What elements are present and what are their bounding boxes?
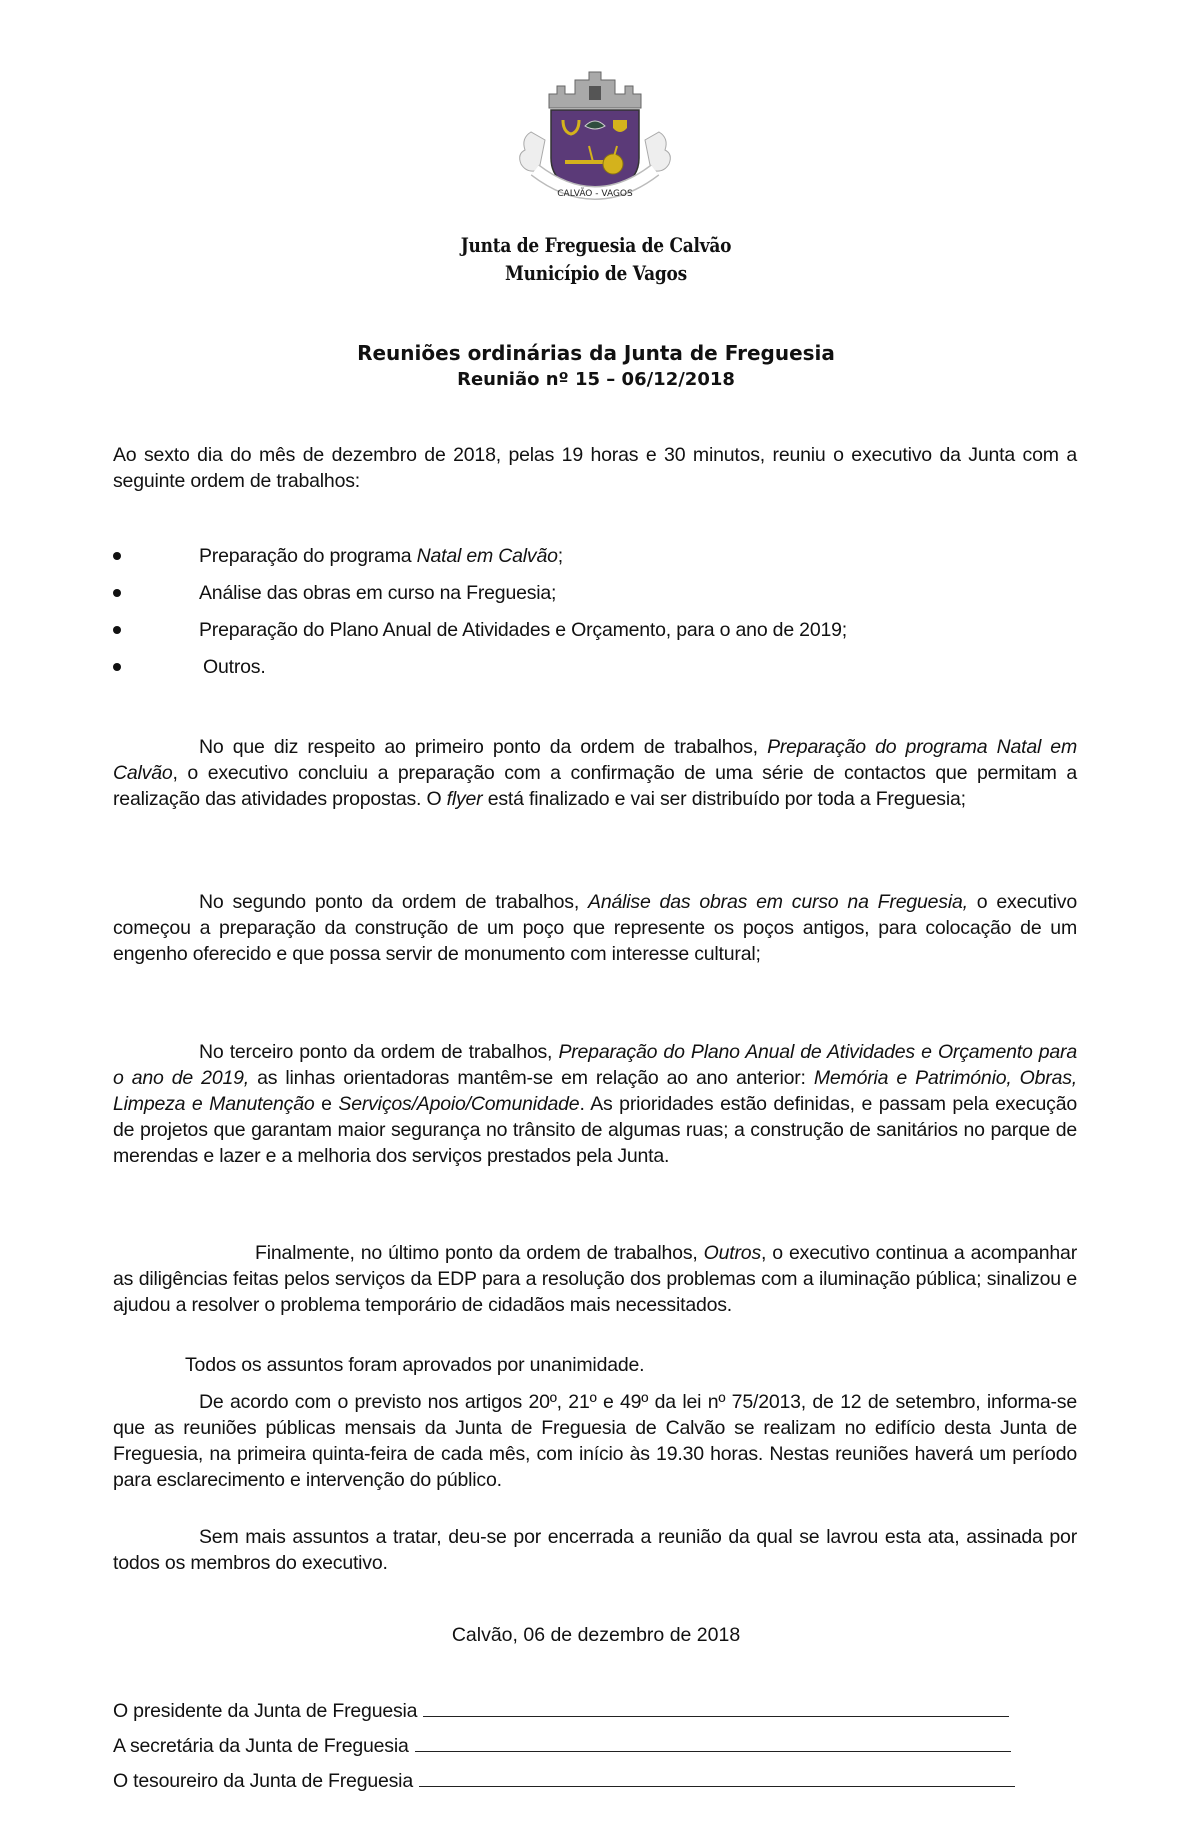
signature-role: O presidente da Junta de Freguesia xyxy=(113,1700,418,1722)
crest-motto: CALVÃO - VAGOS xyxy=(557,189,633,199)
paragraph-third-point: No terceiro ponto da ordem de trabalhos, Preparação do Plano Anual de Atividades e Orçamento para o ano de 2019, as linhas orientadoras mantêm-se em relação ao ano anterior: Memória e Património, Obras, Limpeza e Manutenção e Serviços/Apoio/Comunidade. As prioridades estão definidas, e passam pela execução de projetos que garantam maior segurança no trânsito de algumas ruas; a construção de sanitários no parque de merendas e lazer e a melhoria dos serviços prestados pela Junta. xyxy=(113,1041,1077,1167)
signature-line xyxy=(415,1733,1011,1752)
meeting-number-date: Reunião nº 15 – 06/12/2018 xyxy=(457,369,735,390)
agenda-item: Outros. xyxy=(113,654,1077,691)
municipality-name: Município de Vagos xyxy=(505,261,687,285)
signature-treasurer xyxy=(113,1768,1015,1793)
intro-paragraph: Ao sexto dia do mês de dezembro de 2018, pelas 19 horas e 30 minutos, reuniu o executivo da Junta com a seguinte ordem de trabalhos: xyxy=(113,444,1077,492)
signature-role: O tesoureiro da Junta de Freguesia xyxy=(113,1770,413,1792)
agenda-item: Preparação do programa Natal em Calvão; xyxy=(113,543,1077,580)
agenda-item: Análise das obras em curso na Freguesia; xyxy=(113,580,1077,617)
bullet-icon xyxy=(113,663,121,671)
paragraph-first-point: No que diz respeito ao primeiro ponto da ordem de trabalhos, Preparação do programa Natal em Calvão, o executivo concluiu a preparação com a confirmação de uma série de contactos que permitam a realização das atividades propostas. O flyer está finalizado e vai ser distribuído por toda a Freguesia; xyxy=(113,736,1077,810)
document-title: Reuniões ordinárias da Junta de Freguesia xyxy=(357,341,835,365)
coat-of-arms-icon xyxy=(509,66,681,206)
signature-line xyxy=(423,1698,1009,1717)
bullet-icon xyxy=(113,552,121,560)
bullet-icon xyxy=(113,626,121,634)
bullet-icon xyxy=(113,589,121,597)
paragraph-fourth-point: Finalmente, no último ponto da ordem de trabalhos, Outros, o executivo continua a acompanhar as diligências feitas pelos serviços da EDP para a resolução dos problemas com a iluminação pública; sinalizou e ajudou a resolver o problema temporário de cidadãos mais necessitados. xyxy=(113,1242,1077,1316)
paragraph-second-point: No segundo ponto da ordem de trabalhos, Análise das obras em curso na Freguesia, o executivo começou a preparação da construção de um poço que represente os poços antigos, para colocação de um engenho oferecido e que possa servir de monumento com interesse cultural; xyxy=(113,891,1077,965)
signature-line xyxy=(419,1768,1015,1787)
public-meetings-notice: De acordo com o previsto nos artigos 20º, 21º e 49º da lei nº 75/2013, de 12 de setembro, informa-se que as reuniões públicas mensais da Junta de Freguesia de Calvão se realizam no edifício desta Junta de Freguesia, na primeira quinta-feira de cada mês, com início às 19.30 horas. Nestas reuniões haverá um período para esclarecimento e intervenção do público. xyxy=(113,1391,1077,1491)
signature-role: A secretária da Junta de Freguesia xyxy=(113,1735,409,1757)
agenda-item: Preparação do Plano Anual de Atividades e Orçamento, para o ano de 2019; xyxy=(113,617,1077,654)
closing-paragraph: Sem mais assuntos a tratar, deu-se por encerrada a reunião da qual se lavrou esta ata, assinada por todos os membros do executivo. xyxy=(113,1526,1077,1574)
place-and-date: Calvão, 06 de dezembro de 2018 xyxy=(451,1624,741,1646)
agenda-list xyxy=(113,543,1077,691)
parish-name: Junta de Freguesia de Calvão xyxy=(460,233,732,257)
signature-secretary xyxy=(113,1733,1011,1758)
signature-president xyxy=(113,1698,1009,1723)
approval-statement: Todos os assuntos foram aprovados por unanimidade. xyxy=(185,1354,645,1376)
